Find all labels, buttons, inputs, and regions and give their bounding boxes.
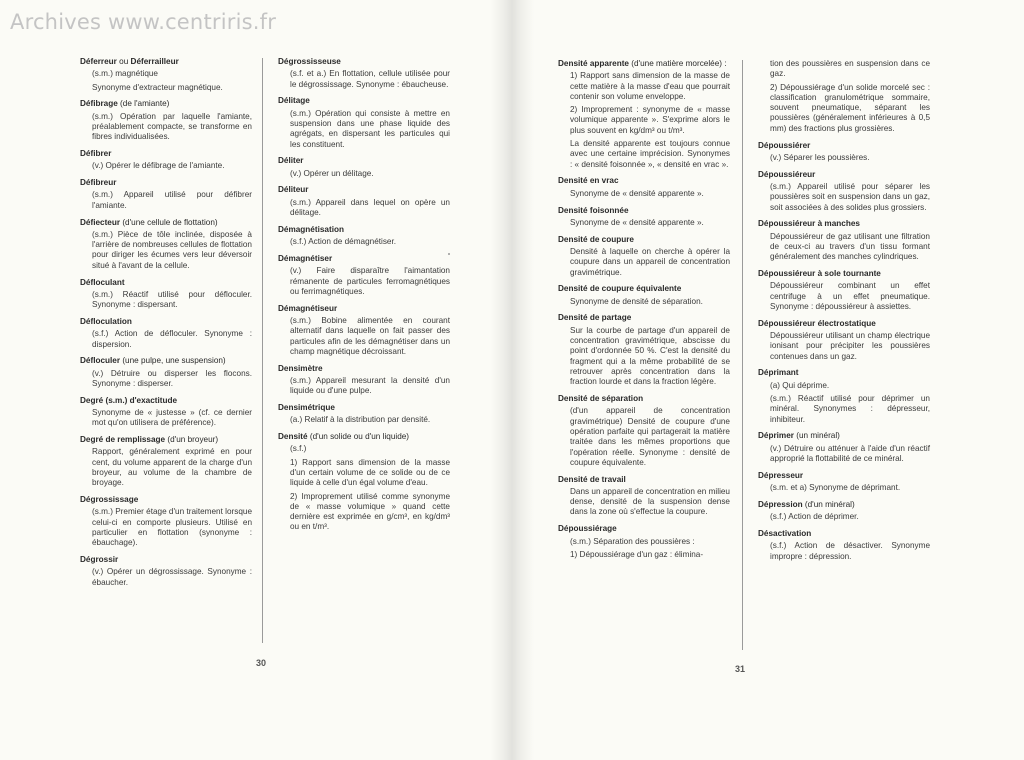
entry-definition: (s.m.) Séparation des poussières : [570,536,695,546]
entry-term-text: Déferrailleur [130,57,179,66]
glossary-entry [558,235,730,278]
entry-term [558,235,730,245]
entry-term-qualifier: (d'un broyeur) [165,435,219,445]
entry-term-text: Densité en vrac [558,176,619,186]
entry-term [80,99,252,109]
entry-definition: (v.) Détruire ou disperser les flocons. Synonyme : disperser. [92,368,252,388]
entry-definition: 2) Improprement : synonyme de « masse volumique apparente ». S'exprime alors le plus souvent en kg/dm³ ou t/m³. [570,105,730,135]
glossary-entry [278,185,450,218]
entry-term [80,57,252,67]
entry-definition: (s.m.) Appareil utilisé pour séparer les poussières soit en suspension dans un gaz, soit associées à des solides plus grossiers. [770,181,930,212]
entry-term [558,524,730,534]
entry-term-text: Défloculant [80,277,125,287]
entry-term-text: Démagnétiser [278,253,333,263]
glossary-entry [80,218,252,271]
entry-definition: (s.m.) Appareil mesurant la densité d'un liquide ou d'une pulpe. [290,375,450,396]
entry-term [758,500,930,510]
glossary-entry [758,529,930,562]
entry-definition: (s.m.) Bobine alimentée en courant alternatif dans laquelle on fait passer des particules afin de les démagnétiser dans un champ magnétique décroissant. [290,315,450,356]
entry-definition: (s.m.) Appareil dans lequel on opère un délitage. [290,197,450,218]
entry-term [758,319,930,329]
glossary-entry [80,278,252,311]
entry-definition: 2) Dépoussiérage d'un solide morcelé sec : classification granulométrique sommaire, souvent pneumatique, séparant les poussières (généralement inférieures à 0,5 mm) des fractions plus grossières. [770,82,930,133]
entry-definition: (s.m.) Réactif utilisé pour défloculer. Synonyme : dispersant. [92,289,252,310]
entry-term [558,59,730,69]
entry-term-qualifier: (d'une matière morcelée) : [628,59,727,68]
entry-definition: (s.m.) Opération qui consiste à mettre en suspension dans une phase liquide des agrégats, en dispersant les particules qui les constituent. [290,108,450,149]
glossary-entry [278,225,450,248]
glossary-entry [558,475,730,518]
entry-term-text: Dépoussiéreur à sole tournante [758,269,881,279]
entry-term-text: Densité [278,432,308,442]
entry-definition: (s.m.) Premier étage d'un traitement lorsque celui-ci en comporte plusieurs. Utilisé en particulier en flottation (synonyme : ébauchage). [92,507,252,548]
entry-term [80,317,252,327]
entry-term [80,178,252,188]
entry-term-qualifier: (d'une cellule de flottation) [120,217,218,227]
glossary-entry [80,317,252,350]
entry-definition: (v.) Séparer les poussières. [770,152,870,162]
entry-definition: 1) Dépoussiérage d'un gaz : élimina- [570,549,704,559]
entry-term-text: Démagnétiseur [278,303,338,313]
entry-term [758,529,930,539]
glossary-entry [278,254,450,297]
entry-definition: 2) Improprement utilisé comme synonyme de « masse volumique » quand cette dernière est exprimée en g/cm³, en kg/dm³ ou en t/m³. [290,491,450,532]
entry-term [758,269,930,279]
entry-term [278,57,450,67]
entry-term-qualifier: (d'un solide ou d'un liquide) [307,432,410,442]
glossary-entry [558,206,730,229]
entry-definition: Dépoussiéreur de gaz utilisant une filtration de ceux-ci au travers d'un tissu formant généralement des manches cylindriques. [770,231,930,262]
entry-definition: (v.) Faire disparaître l'aimantation rémanente de particules ferromagnétiques ou ferrimagnétiques. [290,266,450,296]
entry-term-text: Défiecteur [80,217,121,227]
glossary-entry [80,555,252,588]
entry-term [80,356,252,366]
glossary-entry [80,99,252,142]
left-page-column-2 [278,57,450,539]
entry-term-text: Dépoussiérage [558,524,617,534]
entry-term [80,278,252,288]
entry-term [758,471,930,481]
glossary-entry [558,394,730,468]
entry-term-text: Densité de travail [558,474,626,484]
entry-term [758,431,930,441]
entry-term-text: Dégrossir [80,555,119,565]
glossary-entry [80,435,252,488]
glossary-entry [278,96,450,149]
entry-definition: (v.) Opérer un dégrossissage. Synonyme : ébaucher. [92,567,252,587]
entry-definition: (v.) Opérer un délitage. [290,168,374,178]
entry-definition: La densité apparente est toujours connue avec une certaine imprécision. Synonymes : « densité foisonnée », « densité en vrac ». [570,139,730,169]
entry-term-text: Dépoussiéreur électrostatique [758,318,876,328]
entry-term-text: Défibrer [80,149,112,159]
entry-term-text: Dégrossissage [80,495,139,505]
glossary-entry [278,364,450,397]
entry-definition: Synonyme de densité de séparation. [570,296,703,306]
paper-speck [448,253,450,255]
entry-term [558,313,730,323]
entry-term-qualifier: ou [116,57,131,66]
glossary-entry [278,403,450,426]
entry-term-text: Densité de coupure [558,234,634,244]
entry-term-text: Densité de partage [558,313,632,323]
entry-definition: Rapport, généralement exprimé en pour cent, du volume apparent de la charge d'un broyeur, au volume de la chambre de broyage. [92,447,252,488]
entry-term [758,170,930,180]
entry-term [558,176,730,186]
entry-term-text: Démagnétisation [278,224,344,234]
right-page-column-2 [758,59,930,568]
glossary-entry [558,284,730,307]
glossary-entry [558,524,730,560]
entry-term [278,432,450,442]
glossary-entry [758,269,930,312]
entry-term [80,149,252,159]
entry-term-qualifier: (un minéral) [793,431,840,441]
entry-definition: tion des poussières en suspension dans ce gaz. [770,59,930,79]
entry-term-text: Densité apparente [558,59,629,68]
glossary-entry [278,156,450,179]
entry-term-text: Densimétrique [278,403,335,413]
left-page-column-1 [80,57,252,594]
entry-term-text: Dépoussiéreur à manches [758,219,860,229]
entry-term-text: Dépoussiéreur [758,169,816,179]
entry-term-text: Délitage [278,96,310,106]
glossary-entry [758,170,930,213]
glossary-entry [558,176,730,199]
entry-term [278,185,450,195]
glossary-entry [80,356,252,389]
entry-term [758,219,930,229]
entry-term-qualifier: (une pulpe, une suspension) [120,356,226,366]
entry-term-text: Déprimant [758,368,799,378]
column-rule-left [262,58,263,643]
entry-term-text: Défibrage [80,99,118,109]
entry-term-qualifier: (de l'amiante) [117,99,170,109]
entry-definition: (s.m.) Réactif utilisé pour déprimer un minéral. Synonymes : dépresseur, inhibiteur. [770,394,930,424]
entry-term-text: Densité de coupure équivalente [558,284,682,294]
entry-term [278,96,450,106]
entry-definition: (s.f. et a.) En flottation, cellule utilisée pour le dégrossissage. Synonyme : ébaucheuse. [290,69,450,89]
page-number-right: 31 [735,664,746,674]
entry-term [558,284,730,294]
entry-definition: (d'un appareil de concentration gravimétrique) Densité de coupure d'une opération parfaite qui partagerait la matière traitée dans les mêmes proportions que l'opération réelle. Synonyme : densité de coupure équivalente. [570,406,730,467]
entry-term [80,495,252,505]
entry-term-text: Dépression [758,499,803,509]
entry-definition: (a.) Relatif à la distribution par densité. [290,415,431,425]
entry-term-qualifier: (d'un minéral) [802,499,855,509]
entry-definition: 1) Rapport sans dimension de la masse d'un certain volume de ce solide ou de ce liquide à celle d'un égal volume d'eau. [290,457,450,488]
entry-term [278,225,450,235]
entry-definition: Sur la courbe de partage d'un appareil de concentration gravimétrique, abscisse du point d'ordonnée 50 %. C'est la densité du fragment qui a la même probabilité de se retrouver après concentration dans la fraction lourde et dans la fraction légère. [570,325,730,387]
entry-term [80,218,252,228]
glossary-entry [558,313,730,387]
entry-definition: Synonyme de « densité apparente ». [570,217,704,227]
entry-definition: (s.m.) magnétique [92,69,158,79]
entry-definition: Dépoussiéreur utilisant un champ électrique ionisant pour précipiter les poussières contenues dans un gaz. [770,331,930,361]
entry-term [278,254,450,264]
entry-term-text: Dépoussiérer [758,140,811,150]
glossary-entry [278,57,450,90]
entry-term [80,396,252,406]
entry-term-text: Densimètre [278,363,323,373]
entry-term [278,364,450,374]
entry-definition: (a) Qui déprime. [770,380,830,390]
entry-definition: Dans un appareil de concentration en milieu dense, densité de la suspension dense dans la zone où s'effectue la coupure. [570,486,730,517]
entry-term [278,304,450,314]
entry-term [558,394,730,404]
entry-definition: 1) Rapport sans dimension de la masse de cette matière à la masse d'eau que pourrait contenir son volume enveloppe. [570,71,730,101]
entry-definition: (s.f.) [290,444,307,454]
glossary-entry [80,396,252,429]
watermark-text: Archives www.centriris.fr [10,10,277,34]
entry-term [558,206,730,216]
entry-term-text: Densité foisonnée [558,205,629,215]
glossary-entry [278,304,450,357]
entry-term-text: Déliter [278,156,304,166]
glossary-entry [80,57,252,93]
entry-definition: Dépoussiéreur combinant un effet centrifuge à un effet pneumatique. Synonyme : dépoussiéreur à assiettes. [770,281,930,311]
entry-term-text: Défloculer [80,356,121,366]
glossary-entry [758,59,930,134]
glossary-entry [80,495,252,548]
entry-definition: (s.f.) Action de désactiver. Synonyme impropre : dépression. [770,541,930,561]
entry-definition: (s.f.) Action de déprimer. [770,512,859,522]
glossary-entry [558,59,730,170]
entry-term-text: Degré de remplissage [80,435,166,445]
entry-term-text: Déferreur [80,57,117,66]
entry-term-text: Défibreur [80,178,117,188]
glossary-entry [758,368,930,424]
entry-term [80,555,252,565]
entry-term [278,403,450,413]
glossary-entry [758,141,930,164]
entry-definition: (s.m.) Pièce de tôle inclinée, disposée à l'arrière de nombreuses cellules de flottation pour diriger les écumes vers leur déversoir situé à l'avant de la cellule. [92,229,252,270]
entry-term [278,156,450,166]
entry-term-text: Degré (s.m.) d'exactitude [80,395,178,405]
entry-term-text: Dégrossisseuse [278,57,341,66]
glossary-entry [758,431,930,464]
glossary-entry [758,219,930,262]
entry-definition: (s.m. et a) Synonyme de déprimant. [770,483,901,493]
entry-definition: Synonyme d'extracteur magnétique. [92,82,223,92]
entry-term-text: Désactivation [758,528,812,538]
entry-definition: Densité à laquelle on cherche à opérer la coupure dans un appareil de concentration gravimétrique. [570,246,730,277]
glossary-entry [80,149,252,172]
entry-definition: Synonyme de « justesse » (cf. ce dernier mot qu'on utilisera de préférence). [92,408,252,428]
right-page-column-1 [558,59,730,567]
entry-term-text: Densité de séparation [558,394,644,404]
entry-definition: (v.) Opérer le défibrage de l'amiante. [92,161,225,171]
glossary-entry [758,319,930,362]
entry-term [758,368,930,378]
entry-definition: (v.) Détruire ou atténuer à l'aide d'un réactif approprié la flottabilité de ce minéral. [770,443,930,463]
entry-term-text: Déprimer [758,431,794,441]
glossary-entry [758,471,930,494]
entry-term-text: Défloculation [80,316,132,326]
glossary-entry [278,432,450,533]
entry-term [80,435,252,445]
page-number-left: 30 [256,658,267,668]
column-rule-right [742,60,743,650]
glossary-entry [758,500,930,523]
entry-definition: (s.f.) Action de démagnétiser. [290,237,397,247]
book-fold-shadow [490,0,534,760]
entry-term [758,141,930,151]
glossary-entry [80,178,252,211]
entry-definition: (s.m.) Appareil utilisé pour défibrer l'amiante. [92,190,252,210]
entry-term-text: Déliteur [278,185,309,195]
entry-definition: (s.f.) Action de défloculer. Synonyme : dispersion. [92,329,252,349]
entry-term-text: Dépresseur [758,470,804,480]
entry-term [558,475,730,485]
entry-definition: (s.m.) Opération par laquelle l'amiante, préalablement compacte, se transforme en fibres individualisées. [92,111,252,142]
entry-definition: Synonyme de « densité apparente ». [570,188,704,198]
